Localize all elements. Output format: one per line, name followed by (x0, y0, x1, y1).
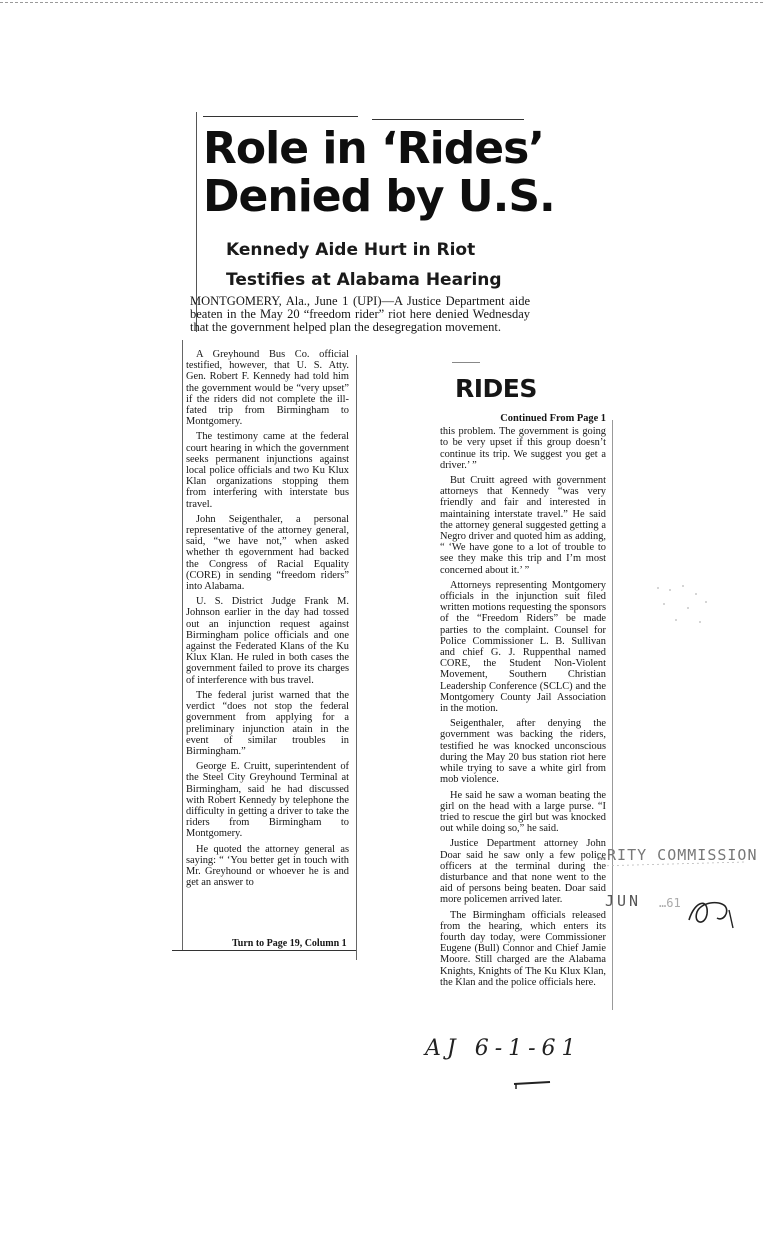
paragraph: The testimony came at the federal court hearing in which the government seeks permanent injunctions against local police officials and two Ku Klux Klan organizations stopping them from interfering with interstate bus travel. (186, 431, 349, 510)
subheadline (226, 235, 526, 295)
paragraph: The federal jurist warned that the verdict “does not stop the federal government from applying for a preliminary injunction atain in the event of similar troubles in Birmingham.” (186, 689, 349, 757)
paragraph: Attorneys representing Montgomery officials in the injunction suit filed written motions requesting the sponsors of the “Freedom Riders” be made parties to the complaint. Counsel for Police Commissioner L. B. Sullivan and chief G. J. Ruppenthal named CORE, the Student Non-Violent Movement, Southern Christian Leadership Conference (SCLC) and the Montgomery County Jail Association in the motion. (440, 579, 606, 715)
commission-received-stamp (597, 840, 758, 935)
stamp-date-line: JUN (605, 892, 642, 910)
top-rule-right (372, 119, 524, 120)
section-rule (452, 362, 480, 363)
turn-to-page-notice: Turn to Page 19, Column 1 (232, 938, 347, 949)
headline-line-1: Role in ‘Rides’ (203, 123, 544, 174)
faint-bleed-through-icon (648, 580, 718, 630)
paragraph: A Greyhound Bus Co. official testified, however, that U. S. Atty. Gen. Robert F. Kennedy had told him the government would be “very upset” if the riders did not complete the ill-fated trip from Birmingham to Montgomery. (186, 349, 349, 428)
continuation-heading: RIDES (455, 374, 537, 403)
stamp-year: …61 (659, 896, 681, 910)
stamp-agency-line: …RITY COMMISSION (597, 846, 758, 864)
stamp-initials-scribble-icon (597, 840, 745, 935)
paragraph: He said he saw a woman beating the girl on the head with a large purse. “I tried to rescue the girl but was knocked out while doing so,” he said. (440, 789, 606, 835)
paragraph: George E. Cruitt, superintendent of the Steel City Greyhound Terminal at Birmingham, said he had discussed with Robert Kennedy by telephone the difficulty in getting a driver to take the riders from Birmingham to Montgomery. (186, 761, 349, 840)
paragraph: Seigenthaler, after denying the government was backing the riders, testified he was knocked unconscious during the May 20 bus station riot here while trying to save a white girl from mob violence. (440, 718, 606, 786)
lead-paragraph: MONTGOMERY, Ala., June 1 (UPI)—A Justice Department aide beaten in the May 20 “freedom rider” riot here denied Wednesday that the government helped plan the desegregation movement. (190, 294, 530, 334)
paragraph: The Birmingham officials released from the hearing, which enters its fourth day today, were Commissioner Eugene (Bull) Connor and Chief Jamie Moore. Still charged are the Alabama Knights, Knights of The Ku Klux Klan, the Klan and the police officials here. (440, 909, 606, 988)
headline-line-2: Denied by U.S. (203, 171, 555, 222)
top-rule (203, 116, 358, 117)
paragraph: John Seigenthaler, a personal representative of the attorney general, said, “we have not,” when asked whether th egovernment had backed the Congress of Racial Equality (CORE) in sending “freedom riders” into Alabama. (186, 513, 349, 593)
ink-mark-icon (512, 1076, 552, 1090)
subheadline-line-2: Testifies at Alabama Hearing (226, 270, 502, 290)
paragraph: Justice Department attorney John Doar said he saw only a few police officers at the terminal during the disturbance and that none went to the aid of persons being beaten. Doar said more policemen arrived later. (440, 838, 606, 906)
paragraph: He quoted the attorney general as saying: “ ‘You better get in touch with Mr. Greyhound or whoever he is and get an answer to (186, 843, 349, 889)
left-border-lower (182, 340, 183, 950)
paragraph: U. S. District Judge Frank M. Johnson earlier in the day had tossed out an injunction request against Birmingham police officials and one against the Federated Klans of the Ku Klux Klan. He ruled in both cases the government failed to prove its charges of interference with bus travel. (186, 596, 349, 686)
article-column-2 (440, 413, 606, 992)
subheadline-line-1: Kennedy Aide Hurt in Riot (226, 240, 476, 260)
paragraph: But Cruitt agreed with government attorneys that Kennedy “was very friendly and fair and interested in maintaining interstate travel.” He said the attorney general suggested getting a Negro driver and quoted him as adding, “ ‘We have gone to a lot of trouble to see they make this trip and I’m most concerned about it.’ ” (440, 475, 606, 576)
headline (203, 123, 555, 222)
continued-from-label: Continued From Page 1 (500, 413, 606, 424)
handwritten-date-note: AJ 6-1-61 (425, 1036, 582, 1061)
column-divider (356, 355, 357, 960)
article-column-1 (186, 349, 349, 892)
paragraph: this problem. The government is going to be very upset if this group doesn’t continue its trip. We suggest you get a driver.’ ” (440, 426, 606, 471)
bottom-rule (172, 950, 356, 951)
